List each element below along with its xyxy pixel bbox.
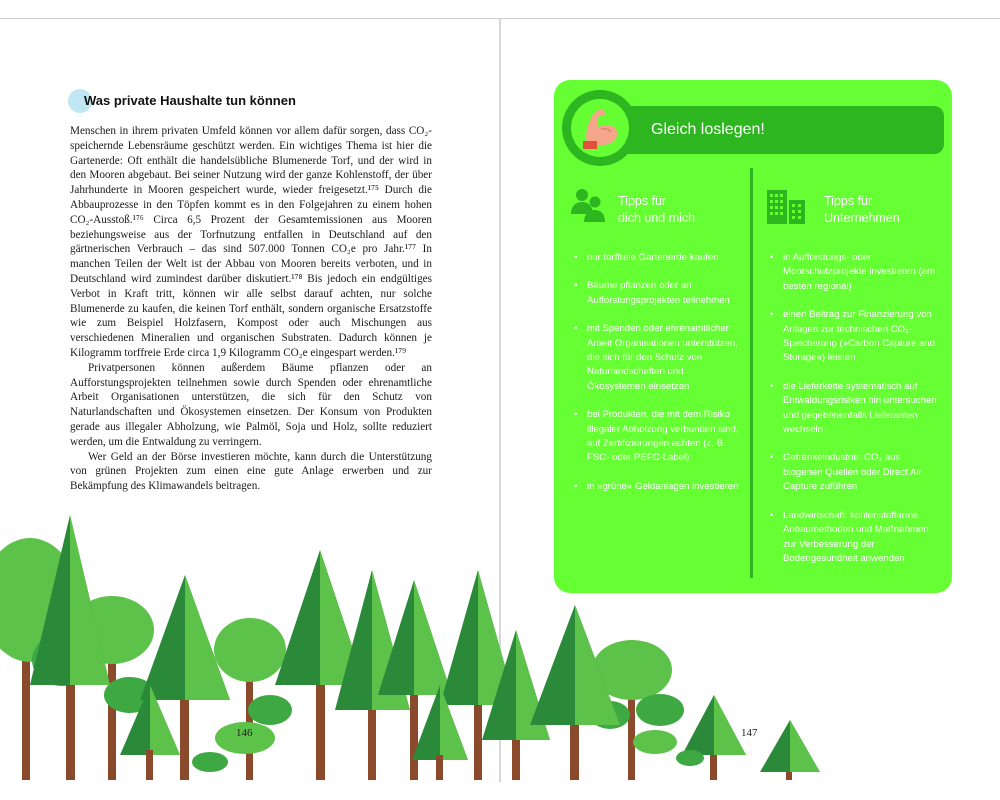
paragraph-1: Menschen in ihrem privaten Umfeld können vor allem dafür sorgen, dass CO₂-speichernde Lebensräume geschützt werden. Ein wichtiges Thema ist hier die Gartenerde: Oft enthält die handelsübliche Blumenerde Torf, und der wird in den Mooren abgebaut. Bei seiner Nutzung wird der ganze Kohlenstoff, der über Jahrhunderte in Mooren gespeichert wurde, wieder freigesetzt.¹⁷⁵ Durch die Abbauprozesse in den Töpfen kommt es in den Folgejahren zu einem hohen CO₂-Ausstoß.¹⁷⁶ Circa 6,5 Prozent der Gesamtemissionen aus Mooren beziehungsweise aus der Torfnutzung entfallen in Deutschland auf den gärtnerischen Verbrauch – das sind 507.000 Tonnen CO₂e pro Jahr.¹⁷⁷ In manchen Teilen der Welt ist der Abbau von Mooren bereits verboten, und in Deutschland wird zumindest darüber diskutiert.¹⁷⁸ Bis jedoch ein endgültiges Verbot in Kraft tritt, können wir alle selbst darauf achten, nur solche Blumenerde zu kaufen, die keinen Torf enthält, sondern organische Ersatzstoffe wie zum Beispiel Holzfasern, Kompost oder auch Mischungen aus verschiedenen Mineralien und organischen Substraten. Dadurch können je Kilogramm torffreie Erde circa 1,9 Kilogramm CO₂e eingespart werden.¹⁷⁹ <box>70 125 432 359</box>
section-heading <box>70 90 296 120</box>
heading-text: Was private Haushalte tun können <box>84 93 296 108</box>
column-divider <box>750 168 753 578</box>
badge <box>562 90 638 166</box>
list-item: • Landwirtschaft: kohlenstoffarme Anbaumethoden und Maßnahmen zur Verbesserung der Bodengesundheit anwenden <box>770 509 942 567</box>
people-icon <box>570 186 606 224</box>
personal-tips-heading <box>618 193 695 227</box>
page-number-left: 146 <box>236 727 253 739</box>
business-tips-list <box>770 251 942 580</box>
buildings-icon <box>766 188 806 224</box>
page-number-right: 147 <box>741 727 758 739</box>
list-item: • nur torffreie Gartenerde kaufen <box>574 251 739 265</box>
list-item: • mit Spenden oder ehrenamtlicher Arbeit Organisationen unterstützen, die sich für den Schutz von Naturlandschaften und Ökosystemen einsetzen <box>574 322 739 394</box>
personal-heading-line2: dich und mich <box>618 211 696 225</box>
list-item: • in »grüne« Geldanlagen investieren <box>574 480 739 494</box>
business-heading-line2: Unternehmen <box>824 211 900 225</box>
business-heading-line1: Tipps für <box>824 194 873 208</box>
personal-tips-list <box>574 251 739 508</box>
list-item: • einen Beitrag zur Finanzierung von Anlagen zur technischen CO₂-Speicherung (»Carbon Capture and Storage«) leisten <box>770 308 942 366</box>
business-tips-heading <box>824 193 900 227</box>
list-item: • Getränkeindustrie: CO₂ aus biogenen Quellen oder Direct Air Capture zuführen <box>770 451 942 494</box>
list-item: • in Aufforstungs- oder Moorschutzprojekte investieren (am besten regional) <box>770 251 942 294</box>
paragraph-2: Privatpersonen können außerdem Bäume pflanzen oder an Aufforstungsprojekten teilnehmen sowie durch Spenden oder ehrenamtliche Arbeit Organisationen unterstützen, die sich für den Schutz von Naturlandschaften und Ökosystemen einsetzen. Der Konsum von Produkten gerade aus illegaler Abholzung, wie Palmöl, Soja und Holz, sollte reduziert werden, um die Entwaldung zu verringern. <box>70 361 432 448</box>
list-item: • bei Produkten, die mit dem Risiko illegaler Abholzung verbunden sind, auf Zertifizierungen achten (z. B. FSC- oder PEFC-Label) <box>574 408 739 466</box>
body-text <box>70 124 432 494</box>
list-item: • die Lieferkette systematisch auf Entwaldungsrisiken hin untersuchen und gegebenenfalls Lieferanten wechseln <box>770 380 942 438</box>
list-item: • Bäume pflanzen oder an Aufforstungsprojekten teilnehmen <box>574 279 739 308</box>
paragraph-3: Wer Geld an der Börse investieren möchte, kann durch die Unterstützung von grünen Projekten zum einen eine gute Anlage erwerben und zur Bekämpfung des Klimawandels beitragen. <box>70 450 432 493</box>
personal-heading-line1: Tipps für <box>618 194 667 208</box>
flexed-arm-icon <box>571 99 629 157</box>
card-title: Gleich loslegen! <box>651 121 765 138</box>
